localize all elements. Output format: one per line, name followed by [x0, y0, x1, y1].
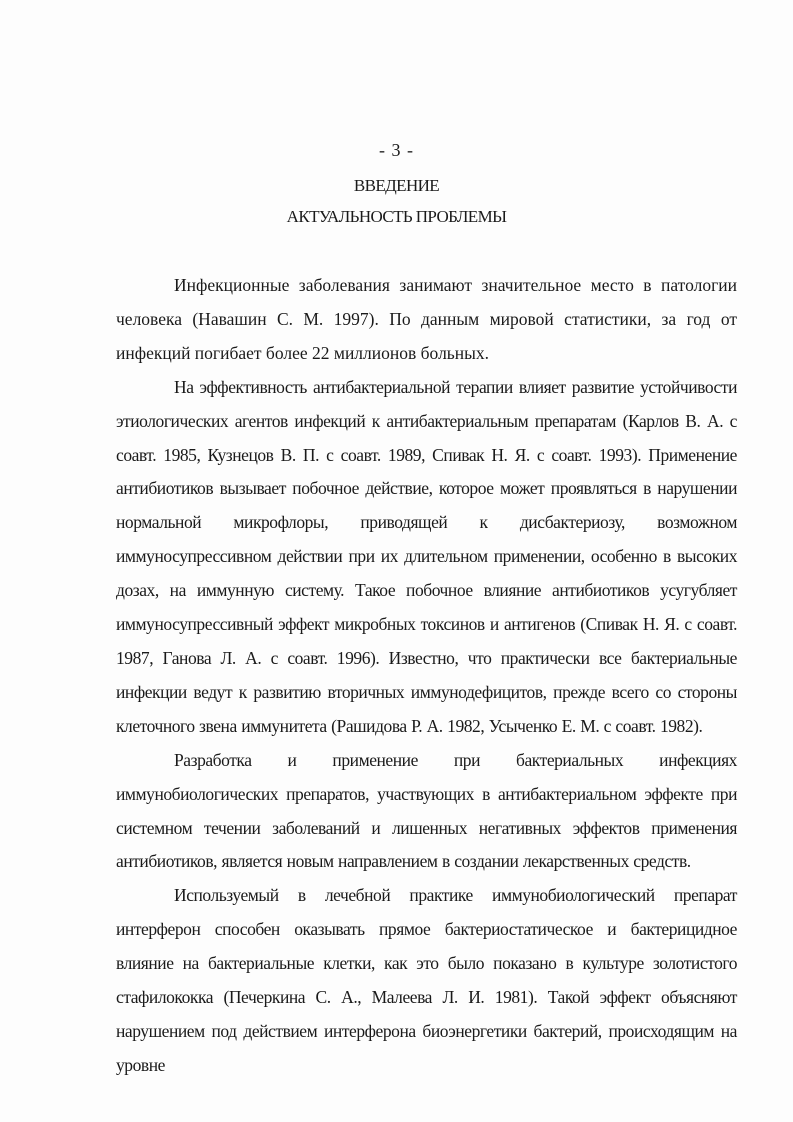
section-heading-relevance: АКТУАЛЬНОСТЬ ПРОБЛЕМЫ: [286, 207, 507, 226]
section-heading-introduction: ВВЕДЕНИЕ: [353, 176, 440, 195]
page-number: - 3 -: [379, 140, 414, 160]
body-text: [116, 269, 737, 1083]
paragraph-4: Используемый в лечебной практике иммунобиологический препарат интерферон способен оказывать прямое бактериостатическое и бактерицидное влияние на бактериальные клетки, как это было показано в культуре золотистого стафилококка (Печеркина С. А., Малеева Л. И. 1981). Такой эффект объясняют нарушением под действием интерферона биоэнергетики бактерий, происходящим на уровне: [116, 885, 737, 1075]
paragraph-2: На эффективность антибактериальной терапии влияет развитие устойчивости этиологических агентов инфекций к антибактериальным препаратам (Карлов В. А. с соавт. 1985, Кузнецов В. П. с соавт. 1989, Спивак Н. Я. с соавт. 1993). Применение антибиотиков вызывает побочное действие, которое может проявляться в нарушении нормальной микрофлоры, приводящей к дисбактериозу, возможном иммуносупрессивном действии при их длительном применении, особенно в высоких дозах, на иммунную систему. Такое побочное влияние антибиотиков усугубляет иммуносупрессивный эффект микробных токсинов и антигенов (Спивак Н. Я. с соавт. 1987, Ганова Л. А. с соавт. 1996). Известно, что практически все бактериальные инфекции ведут к развитию вторичных иммунодефицитов, прежде всего со стороны клеточного звена иммунитета (Рашидова Р. А. 1982, Усыченко Е. М. с соавт. 1982).: [116, 376, 737, 736]
paragraph-1: Инфекционные заболевания занимают значительное место в патологии человека (Навашин С. М. 1997). По данным мировой статистики, за год от инфекций погибает более 22 миллионов больных.: [116, 275, 737, 363]
paragraph-3: Разработка и применение при бактериальных инфекциях иммунобиологических препаратов, участвующих в антибактериальном эффекте при системном течении заболеваний и лишенных негативных эффектов применения антибиотиков, является новым направлением в создании лекарственных средств.: [116, 749, 737, 872]
